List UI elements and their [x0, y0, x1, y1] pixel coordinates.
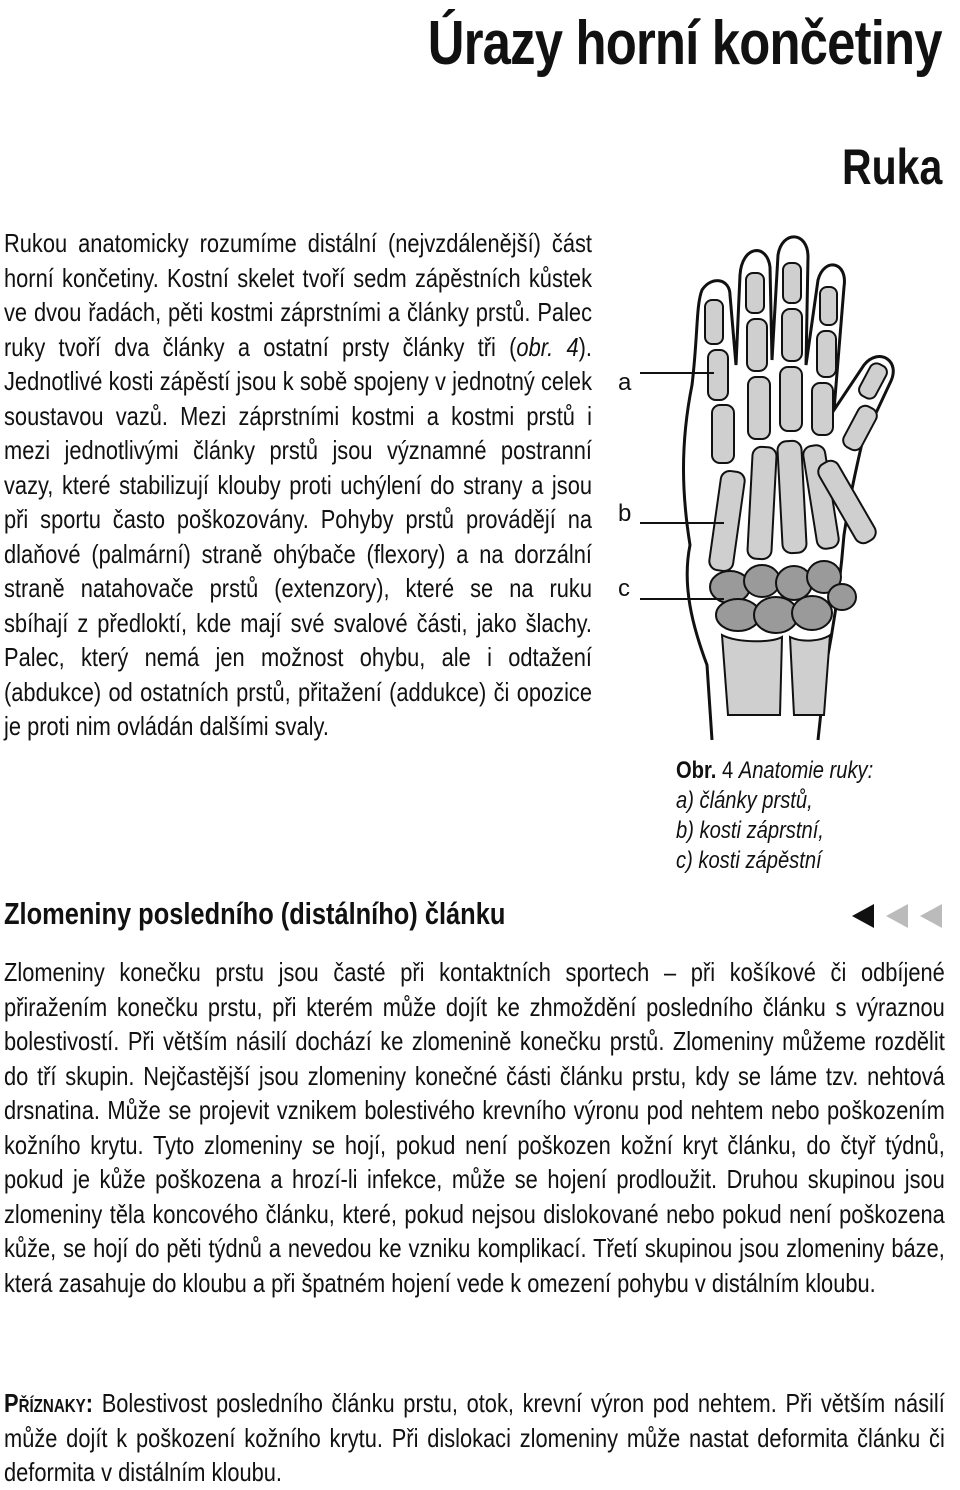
- symptoms-label: Příznaky:: [4, 1388, 94, 1418]
- arrow-left-icon: [852, 904, 874, 928]
- hand-anatomy-figure: [612, 195, 942, 755]
- phalanges: [705, 263, 889, 463]
- hand-skeleton-illustration: [612, 195, 942, 755]
- metacarpals: [708, 440, 879, 572]
- label-a: a: [618, 369, 632, 396]
- intro-text-1: Rukou anatomicky rozumíme distální (nejvzdálenější) část horní končetiny. Kostní skelet tvoří sedm zápěstních kůstek ve dvou řadách, pěti kostmi záprstními a články prstů. Palec ruky tvoří dva články a ostatní prsty články tři (: [4, 228, 592, 362]
- intro-paragraph: [4, 226, 592, 744]
- figure-reference: obr. 4: [516, 331, 579, 362]
- section-title: Ruka: [841, 139, 942, 195]
- fracture-paragraph: Zlomeniny konečku prstu jsou časté při kontaktních sportech – při košíkové či odbíjené přiražením konečku prstu, při kterém může dojít ke zhmoždění posledního článku s výraznou bolestivostí. Při větším násilí dochází ke zlomenině konečku prstů. Zlomeniny můžeme rozdělit do tří skupin. Nejčastější jsou zlomeniny konečné části článku prstu, kdy se láme tzv. nehtová drsnatina. Může se projevit vznikem bolestivého krevního výronu pod nehtem nebo poškozením kožního krytu. Tyto zlomeniny se hojí, pokud není poškozen kožní kryt článku, do čtyř týdnů, pokud je kůže poškozena a hrozí-li infekce, může se hojení prodloužit. Druhou skupinou jsou zlomeniny těla koncového článku, které, pokud nejsou dislokované nebo pokud není poškozena kůže, se hojí do pěti týdnů a nevedou ke vzniku komplikací. Třetí skupinou jsou zlomeniny báze, která zasahuje do kloubu a při špatném hojení vede k omezení pohybu v distálním kloubu.: [4, 957, 945, 1298]
- intro-text-2: ). Jednotlivé kosti zápěstí jsou k sobě spojeny v jednotný celek soustavou vazů. Mezi záprstními kostmi a kostmi prstů i mezi jednotlivými články prstů jsou významné postranní vazy, které stabilizují klouby proti uchýlení do strany a jsou při sportu často poškozovány. Pohyby prstů provádějí na dlaňové (palmární) straně ohýbače (flexory) a na dorzální straně natahovače prstů (extenzory), které se na ruku sbíhají z předloktí, kde mají své svalové části, jako šlachy. Palec, který nemá jen možnost ohybu, ale i odtažení (abdukce) od ostatních prstů, přitažení (addukce) či opozice je proti nim ovládán dalšími svaly.: [4, 331, 592, 741]
- label-c: c: [618, 575, 630, 602]
- caption-item-c: c) kosti zápěstní: [676, 847, 822, 874]
- figure-caption: [676, 756, 873, 876]
- caption-item-a: a) články prstů,: [676, 787, 813, 814]
- subsection-title: Zlomeniny posledního (distálního) článku: [4, 896, 506, 931]
- caption-label: Obr.: [676, 757, 717, 784]
- caption-title: Anatomie ruky:: [738, 757, 874, 784]
- label-b: b: [618, 500, 632, 527]
- section-arrows: [850, 902, 946, 935]
- arrow-left-icon: [920, 904, 942, 928]
- symptoms-text: Bolestivost posledního článku prstu, otok, krevní výron pod nehtem. Při větším násilí může dojít k poškození kožního krytu. Při dislokaci zlomeniny může nastat deformita článku či deformita v distálním kloubu.: [4, 1388, 945, 1487]
- forearm-bones: [722, 635, 830, 715]
- caption-number: 4: [721, 757, 734, 784]
- symptoms-paragraph: [4, 1386, 945, 1490]
- arrow-left-icon: [886, 904, 908, 928]
- page-title: Úrazy horní končetiny: [428, 9, 942, 78]
- caption-item-b: b) kosti záprstní,: [676, 817, 824, 844]
